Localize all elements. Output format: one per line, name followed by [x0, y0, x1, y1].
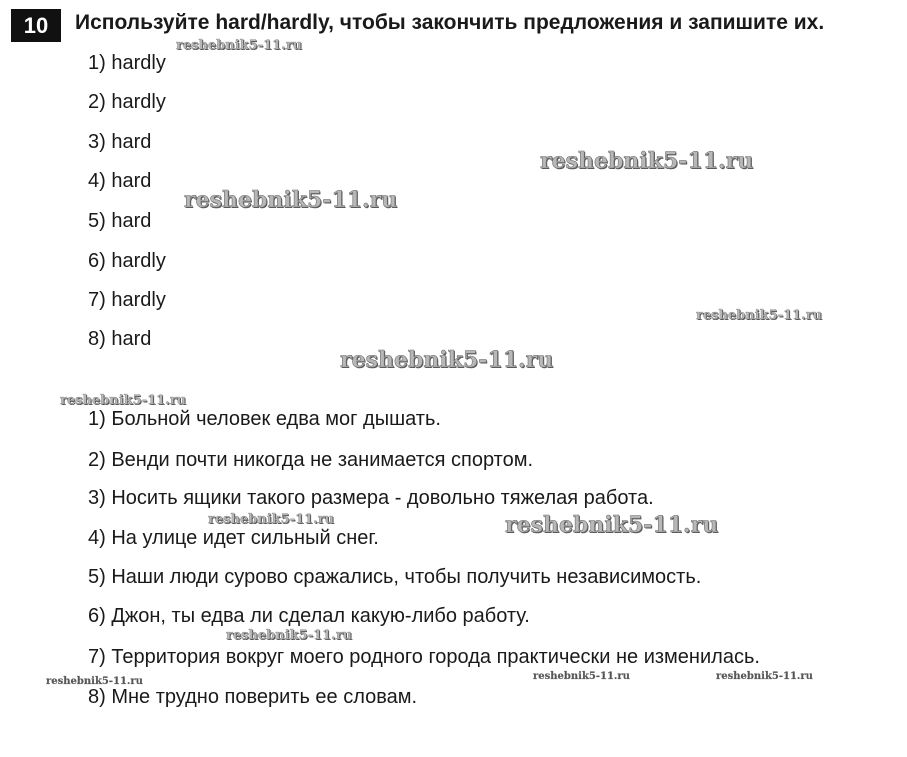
translation-item: 4) На улице идет сильный снег.: [88, 527, 379, 549]
translation-item: 8) Мне трудно поверить ее словам.: [88, 686, 418, 708]
translation-item: 6) Джон, ты едва ли сделал какую-либо работу.: [88, 605, 530, 627]
answer-item: 7) hardly: [88, 289, 166, 311]
watermark: reshebnik5-11.ru: [540, 148, 754, 174]
translation-item: 3) Носить ящики такого размера - довольно тяжелая работа.: [88, 487, 654, 509]
watermark: reshebnik5-11.ru: [46, 676, 143, 687]
watermark: reshebnik5-11.ru: [533, 671, 630, 682]
translation-item: 2) Венди почти никогда не занимается спортом.: [88, 449, 534, 471]
answer-item: 8) hard: [88, 328, 152, 350]
answer-item: 6) hardly: [88, 250, 166, 272]
translation-item: 1) Больной человек едва мог дышать.: [88, 408, 441, 430]
watermark: reshebnik5-11.ru: [60, 393, 187, 408]
watermark: reshebnik5-11.ru: [716, 671, 813, 682]
answer-item: 1) hardly: [88, 52, 166, 74]
translation-item: 5) Наши люди сурово сражались, чтобы получить независимость.: [88, 566, 702, 588]
watermark: reshebnik5-11.ru: [176, 38, 303, 53]
task-instruction: Используйте hard/hardly, чтобы закончить предложения и запишите их.: [75, 11, 825, 34]
task-number-badge: 10: [11, 9, 61, 42]
watermark: reshebnik5-11.ru: [184, 187, 398, 213]
answer-item: 3) hard: [88, 131, 152, 153]
watermark: reshebnik5-11.ru: [226, 628, 353, 643]
answer-item: 4) hard: [88, 170, 152, 192]
translation-item: 7) Территория вокруг моего родного города практически не изменилась.: [88, 646, 760, 668]
answer-item: 5) hard: [88, 210, 152, 232]
watermark: reshebnik5-11.ru: [340, 347, 554, 373]
answer-item: 2) hardly: [88, 91, 166, 113]
watermark: reshebnik5-11.ru: [208, 512, 335, 527]
watermark: reshebnik5-11.ru: [505, 512, 719, 538]
watermark: reshebnik5-11.ru: [696, 308, 823, 323]
